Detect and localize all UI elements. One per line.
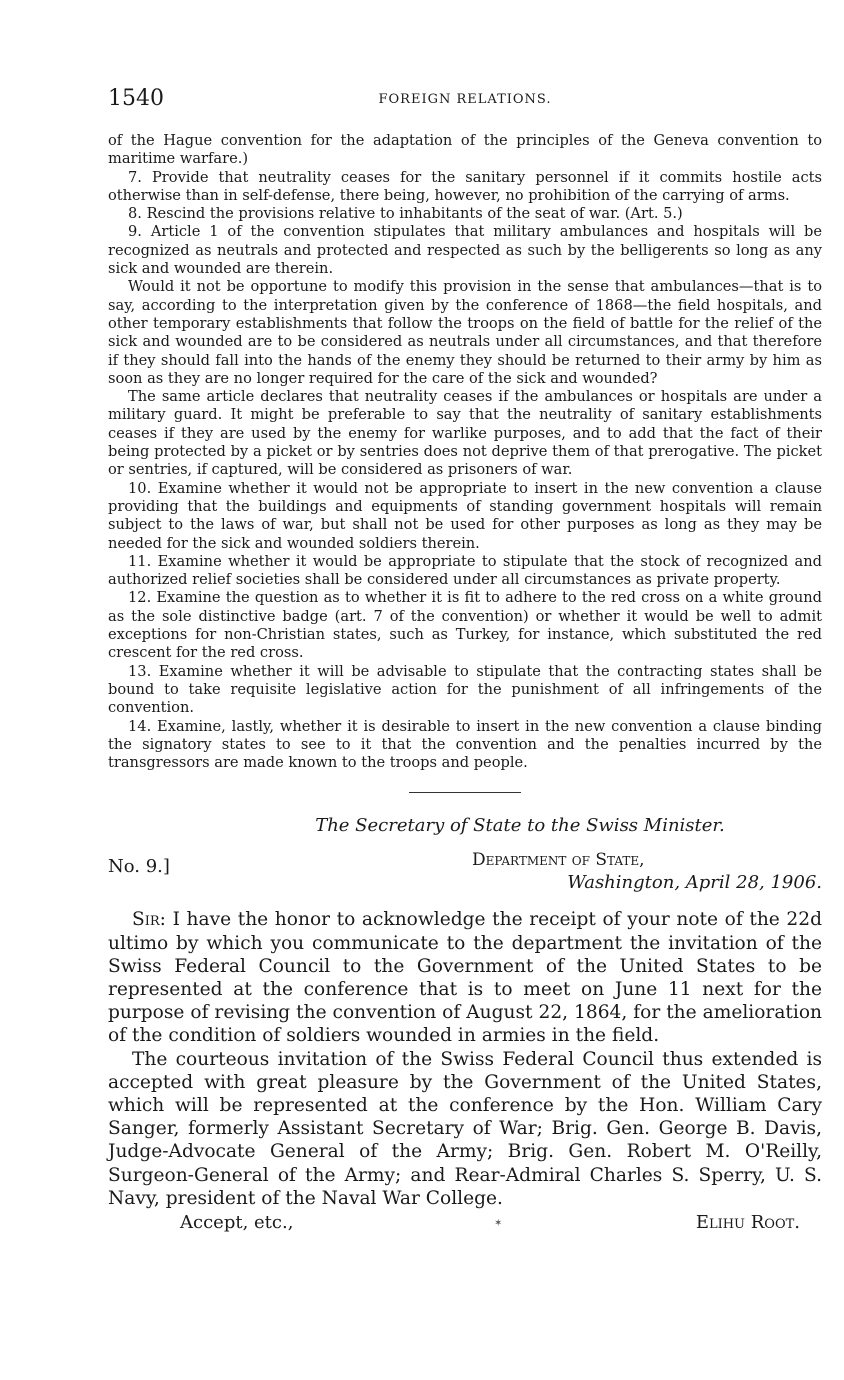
salutation: Sir:	[132, 909, 166, 931]
item-9-paragraph-2: Would it not be opportune to modify this provision in the sense that ambulances—that is to say, according to the interpretation given by the conference of 1868—the field hospitals, and other temporary establishments that follow the troops on the field of battle for the relief of the sick and wounded are to be considered as neutrals under all circumstances, and that therefore if they should fall into the hands of the enemy they should be returned to their army by him as soon as they are no longer required for the care of the sick and wounded?	[108, 278, 822, 387]
page-number: 1540	[108, 86, 164, 111]
preceding-document-text	[108, 132, 822, 772]
letter-body	[108, 908, 822, 1210]
letter-paragraph-1-text: I have the honor to acknowledge the receipt of your note of the 22d ultimo by which you communicate to the department the invitation of the Swiss Federal Council to the Government of the United States to be represented at the conference that is to meet on June 11 next for the purpose of revising the convention of August 22, 1864, for the amelioration of the condition of soldiers wounded in armies in the field.	[108, 909, 822, 1047]
item-11: 11. Examine whether it would be appropriate to stipulate that the stock of recognized and authorized relief societies shall be considered under all circumstances as private property.	[108, 552, 822, 589]
item-12: 12. Examine the question as to whether it is fit to adhere to the red cross on a white ground as the sole distinctive badge (art. 7 of the convention) or whether it would be well to admit exceptions for non-Christian states, such as Turkey, for instance, which substituted the red crescent for the red cross.	[108, 589, 822, 662]
document-number: No. 9.]	[108, 856, 170, 878]
item-10: 10. Examine whether it would not be appropriate to insert in the new convention a clause providing that the buildings and equipments of standing government hospitals will remain subject to the laws of war, but shall not be used for other purposes as long as they may be needed for the sick and wounded soldiers therein.	[108, 479, 822, 552]
item-13: 13. Examine whether it will be advisable to stipulate that the contracting states shall be bound to take requisite legislative action for the punishment of all infringements of the convention.	[108, 662, 822, 717]
running-head	[108, 86, 822, 114]
printing-speck: ✶	[494, 1218, 503, 1230]
letter-heading: The Secretary of State to the Swiss Minister.	[315, 815, 725, 837]
signature: Elihu Root.	[695, 1212, 800, 1234]
letter-paragraph-1	[108, 908, 822, 1047]
closing: Accept, etc.,	[180, 1212, 294, 1234]
item-8: 8. Rescind the provisions relative to inhabitants of the seat of war. (Art. 5.)	[128, 205, 683, 223]
item-9: 9. Article 1 of the convention stipulates that military ambulances and hospitals will be recognized as neutrals and protected and respected as such by the belligerents so long as any sick and wounded are therein.	[108, 223, 822, 278]
closing-row	[108, 1212, 822, 1240]
item-14: 14. Examine, lastly, whether it is desirable to insert in the new convention a clause binding the signatory states to see to it that the convention and the penalties incurred by the transgressors are made known to the troops and people.	[108, 717, 822, 772]
item-9-paragraph-3: The same article declares that neutrality ceases if the ambulances or hospitals are under a military guard. It might be preferable to say that the neutrality of sanitary establishments ceases if they are used by the enemy for warlike purposes, and to add that the fact of their being protected by a picket or by sentries does not deprive them of that prerogative. The picket or sentries, if captured, will be considered as prisoners of war.	[108, 388, 822, 479]
page	[108, 86, 822, 1240]
letter-paragraph-2: The courteous invitation of the Swiss Federal Council thus extended is accepted with great pleasure by the Government of the United States, which will be represented at the conference by the Hon. William Cary Sanger, formerly Assistant Secretary of War; Brig. Gen. George B. Davis, Judge-Advocate General of the Army; Brig. Gen. Robert M. O'Reilly, Surgeon-General of the Army; and Rear-Admiral Charles S. Sperry, U. S. Navy, president of the Naval War College.	[108, 1048, 822, 1209]
item-7: 7. Provide that neutrality ceases for the sanitary personnel if it commits hostile acts otherwise than in self-defense, there being, however, no prohibition of the carrying of arms.	[108, 168, 822, 204]
department-name: Department of State,	[472, 850, 645, 871]
running-title: FOREIGN RELATIONS.	[378, 92, 552, 107]
section-divider	[409, 792, 521, 793]
dateline	[108, 850, 822, 900]
continuation-paragraph: of the Hague convention for the adaptation of the principles of the Geneva convention to maritime warfare.)	[108, 132, 822, 168]
letter-date: Washington, April 28, 1906.	[567, 872, 822, 894]
